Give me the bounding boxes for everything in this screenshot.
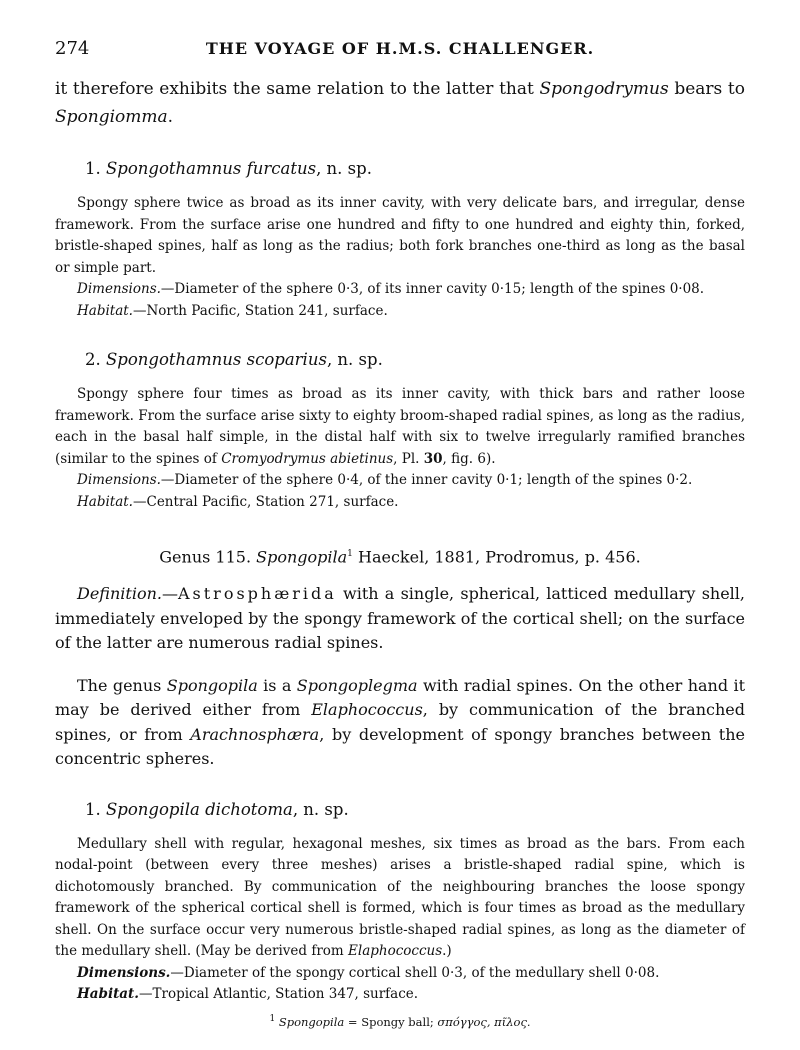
dimensions-text: —Diameter of the spongy cortical shell 0·3, of the medullary shell 0·08. xyxy=(170,964,660,981)
reference-text: , Pl. xyxy=(393,450,424,467)
genus-name: Spongopila xyxy=(256,547,348,567)
intro-paragraph xyxy=(55,75,745,131)
species-name: Spongopila dichotoma xyxy=(106,799,293,819)
species-heading xyxy=(85,798,745,822)
reference-name: Cromyodrymus abietinus xyxy=(221,450,394,467)
intro-text: it therefore exhibits the same relation to the latter that xyxy=(55,79,540,99)
remark-text: with radial spines. On the other hand it may be derived either from xyxy=(55,675,746,720)
running-title: THE VOYAGE OF H.M.S. CHALLENGER. xyxy=(205,39,595,58)
footnote-term: Spongopila xyxy=(278,1014,345,1029)
remark-text: , by communication of the branched spines, or from xyxy=(55,700,745,744)
remark-text: is a xyxy=(257,675,297,695)
genus-term: Elaphococcus xyxy=(311,700,423,720)
intro-text: bears to xyxy=(668,79,745,99)
reference-text: .) xyxy=(442,943,452,960)
page-number: 274 xyxy=(55,38,90,59)
species-number: 1. xyxy=(85,799,101,819)
plate-number: 30 xyxy=(423,450,443,467)
reference-text: , fig. 6). xyxy=(442,450,496,467)
habitat-text: —Central Pacific, Station 271, surface. xyxy=(132,493,399,510)
species-heading xyxy=(85,157,745,181)
species-description xyxy=(55,384,745,470)
page xyxy=(55,38,745,1029)
dimensions-label: Dimensions. xyxy=(77,964,171,981)
habitat-text: —North Pacific, Station 241, surface. xyxy=(132,302,388,319)
footnote-greek: σπόγγος, πῖλος. xyxy=(437,1014,531,1029)
genus-term: Spongoplegma xyxy=(296,675,418,695)
habitat-label: Habitat. xyxy=(77,493,133,510)
remark-text: , by development of spongy branches between the concentric spheres. xyxy=(55,724,745,769)
species-name: Spongothamnus scoparius xyxy=(106,350,327,369)
habitat-text: —Tropical Atlantic, Station 347, surface. xyxy=(139,986,419,1003)
definition-group: Astrosphærida xyxy=(177,584,337,604)
genus-prefix: Genus 115. xyxy=(159,547,257,567)
species-suffix: , n. sp. xyxy=(316,159,372,178)
species-description xyxy=(55,834,745,963)
dimensions-label: Dimensions. xyxy=(77,472,161,488)
intro-term: Spongiomma xyxy=(55,107,168,127)
species-suffix: , n. sp. xyxy=(326,350,383,369)
remark-text: The genus xyxy=(77,675,167,695)
dimensions-text: —Diameter of the sphere 0·3, of its inner cavity 0·15; length of the spines 0·08. xyxy=(160,281,705,297)
dimensions-line xyxy=(55,279,745,301)
species-suffix: , n. sp. xyxy=(292,799,349,819)
remark-paragraph xyxy=(55,674,745,772)
dimensions-line xyxy=(55,963,745,985)
species-number: 2. xyxy=(85,350,101,369)
dimensions-line xyxy=(55,470,745,492)
species-heading xyxy=(85,348,745,372)
genus-term: Arachnosphæra xyxy=(190,724,320,744)
page-header xyxy=(55,38,745,59)
footnote-text: = Spongy ball; xyxy=(344,1014,438,1029)
footnote-mark: 1 xyxy=(269,1013,276,1024)
definition-text: with a single, spherical, latticed medullary shell, immediately enveloped by the spongy framework of the cortical shell; on the surface of the latter are numerous radial spines. xyxy=(55,584,745,653)
genus-heading xyxy=(55,543,745,568)
footnote-mark: 1 xyxy=(347,549,353,559)
definition-paragraph xyxy=(55,582,745,656)
species-name: Spongothamnus furcatus xyxy=(106,159,317,178)
habitat-label: Habitat. xyxy=(77,986,139,1003)
intro-text: . xyxy=(167,107,174,127)
genus-suffix: Haeckel, 1881, Prodromus, p. 456. xyxy=(352,547,641,567)
species-description: Spongy sphere twice as broad as its inner cavity, with very delicate bars, and irregular, dense framework. From the surface arise one hundred and fifty to one hundred and eighty thin, forked, bristle-shaped spines, half as long as the radius; both fork branches one-third as long as the basal or simple part. xyxy=(55,195,745,276)
description-text: Medullary shell with regular, hexagonal meshes, six times as broad as the bars. From each nodal-point (between every three meshes) arises a bristle-shaped radial spine, which is dichotomously branched. By communication of the neighbouring branches the loose spongy framework of the spherical cortical shell is formed, which is four times as broad as the medullary shell. On the surface occur very numerous bristle-shaped radial spines, as long as the diameter of the medullary shell. (May be derived from xyxy=(55,835,745,960)
definition-dash: — xyxy=(161,584,178,604)
habitat-line xyxy=(55,492,745,514)
genus-term: Spongopila xyxy=(166,675,258,695)
dimensions-text: —Diameter of the sphere 0·4, of the inner cavity 0·1; length of the spines 0·2. xyxy=(160,472,693,488)
reference-name: Elaphococcus xyxy=(348,943,443,960)
intro-term: Spongodrymus xyxy=(539,79,669,99)
species-number: 1. xyxy=(85,159,101,178)
definition-label: Definition. xyxy=(77,584,162,604)
dimensions-label: Dimensions. xyxy=(77,281,161,297)
habitat-label: Habitat. xyxy=(77,302,133,319)
habitat-line xyxy=(55,984,745,1006)
footnote xyxy=(55,1014,745,1029)
habitat-line xyxy=(55,301,745,323)
description-text: Spongy sphere four times as broad as its inner cavity, with thick bars and rather loose framework. From the surface arise sixty to eighty broom-shaped radial spines, as long as the radius, each in the basal half simple, in the distal half with six to twelve irregularly ramified branches (similar to the spines of xyxy=(55,386,745,467)
